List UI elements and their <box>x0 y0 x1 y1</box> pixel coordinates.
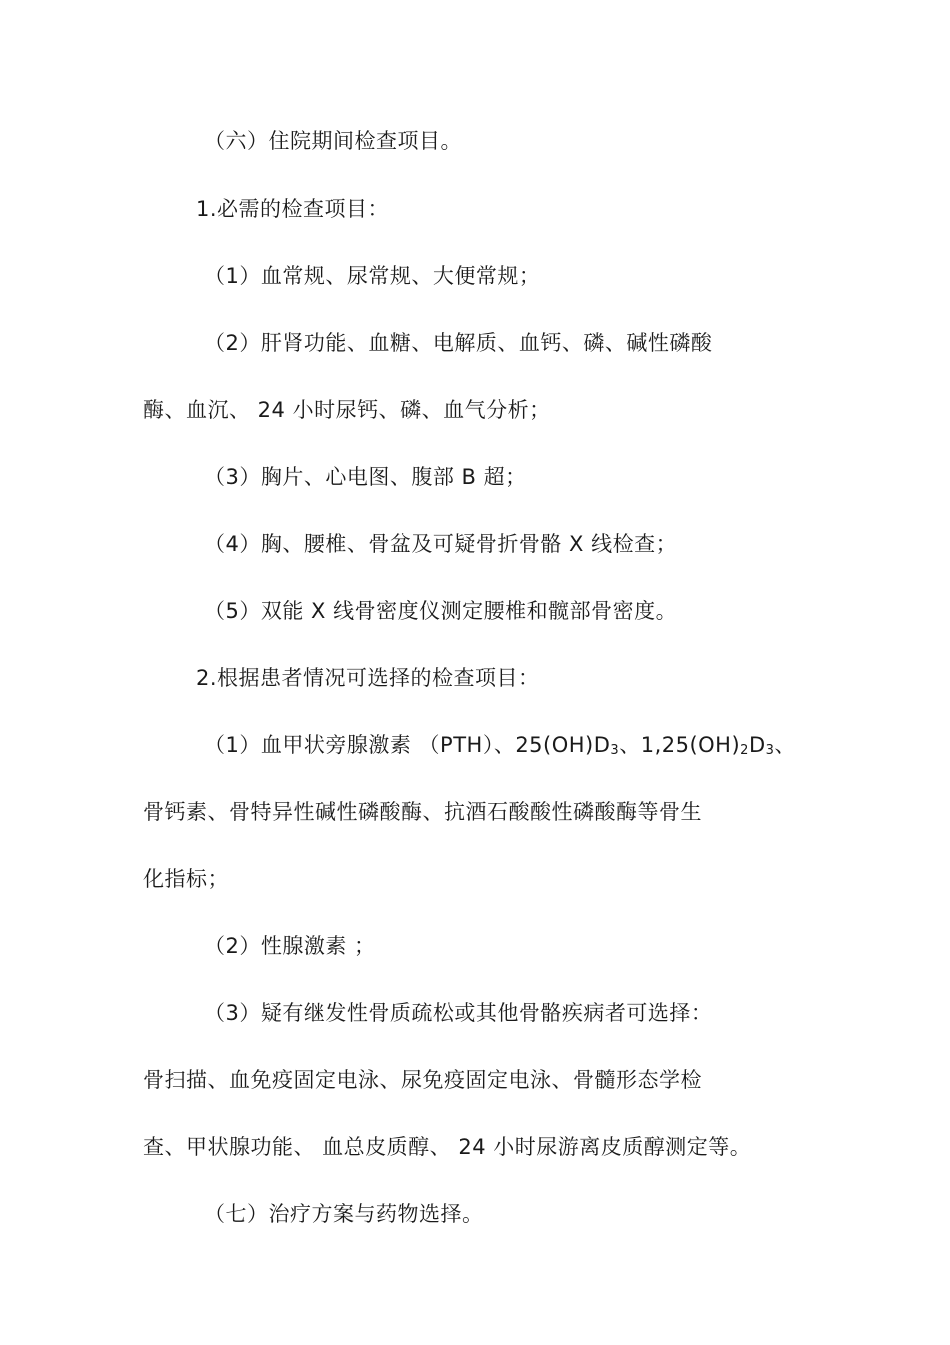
optional-item-1-text-c: D <box>748 733 766 757</box>
optional-item-3-line2: 骨扫描、血免疫固定电泳、尿免疫固定电泳、骨髓形态学检 <box>143 1068 702 1092</box>
item-4-xray: （4）胸、腰椎、骨盆及可疑骨折骨骼 X 线检查； <box>204 532 678 556</box>
item-2-liver-kidney-line1: （2）肝肾功能、血糖、电解质、血钙、磷、碱性磷酸 <box>204 331 713 355</box>
optional-item-2-gonadal: （2）性腺激素 ； <box>204 934 376 958</box>
optional-item-1-text-d: 、 <box>774 733 796 757</box>
subscript-2: 2 <box>740 743 749 758</box>
item-5-bone-density: （5）双能 X 线骨密度仪测定腰椎和髋部骨密度。 <box>204 599 678 623</box>
item-2-liver-kidney-line2: 酶、血沉、 24 小时尿钙、磷、血气分析； <box>143 398 551 422</box>
optional-item-1-text-b: 、1,25(OH) <box>619 733 741 757</box>
item-1-blood-urine-stool: （1）血常规、尿常规、大便常规； <box>204 264 541 288</box>
optional-item-1-line1 <box>204 730 796 760</box>
optional-item-3-line1: （3）疑有继发性骨质疏松或其他骨骼疾病者可选择： <box>204 1001 713 1025</box>
optional-item-3-line3: 查、甲状腺功能、 血总皮质醇、 24 小时尿游离皮质醇测定等。 <box>143 1135 752 1159</box>
optional-item-1-text-a: （1）血甲状旁腺激素 （PTH）、25(OH)D <box>204 733 611 757</box>
optional-item-1-line3: 化指标； <box>143 867 229 891</box>
section-heading-7: （七）治疗方案与药物选择。 <box>204 1202 484 1226</box>
item-3-chest-ecg-ultrasound: （3）胸片、心电图、腹部 B 超； <box>204 465 527 489</box>
optional-item-1-line2: 骨钙素、骨特异性碱性磷酸酶、抗酒石酸酸性磷酸酶等骨生 <box>143 800 702 824</box>
subsection-required-tests: 1.必需的检查项目： <box>196 197 390 221</box>
subsection-optional-tests: 2.根据患者情况可选择的检查项目： <box>196 666 540 690</box>
section-heading-6: （六）住院期间检查项目。 <box>204 129 462 153</box>
subscript-3-b: 3 <box>765 743 775 758</box>
subscript-3: 3 <box>610 743 620 758</box>
